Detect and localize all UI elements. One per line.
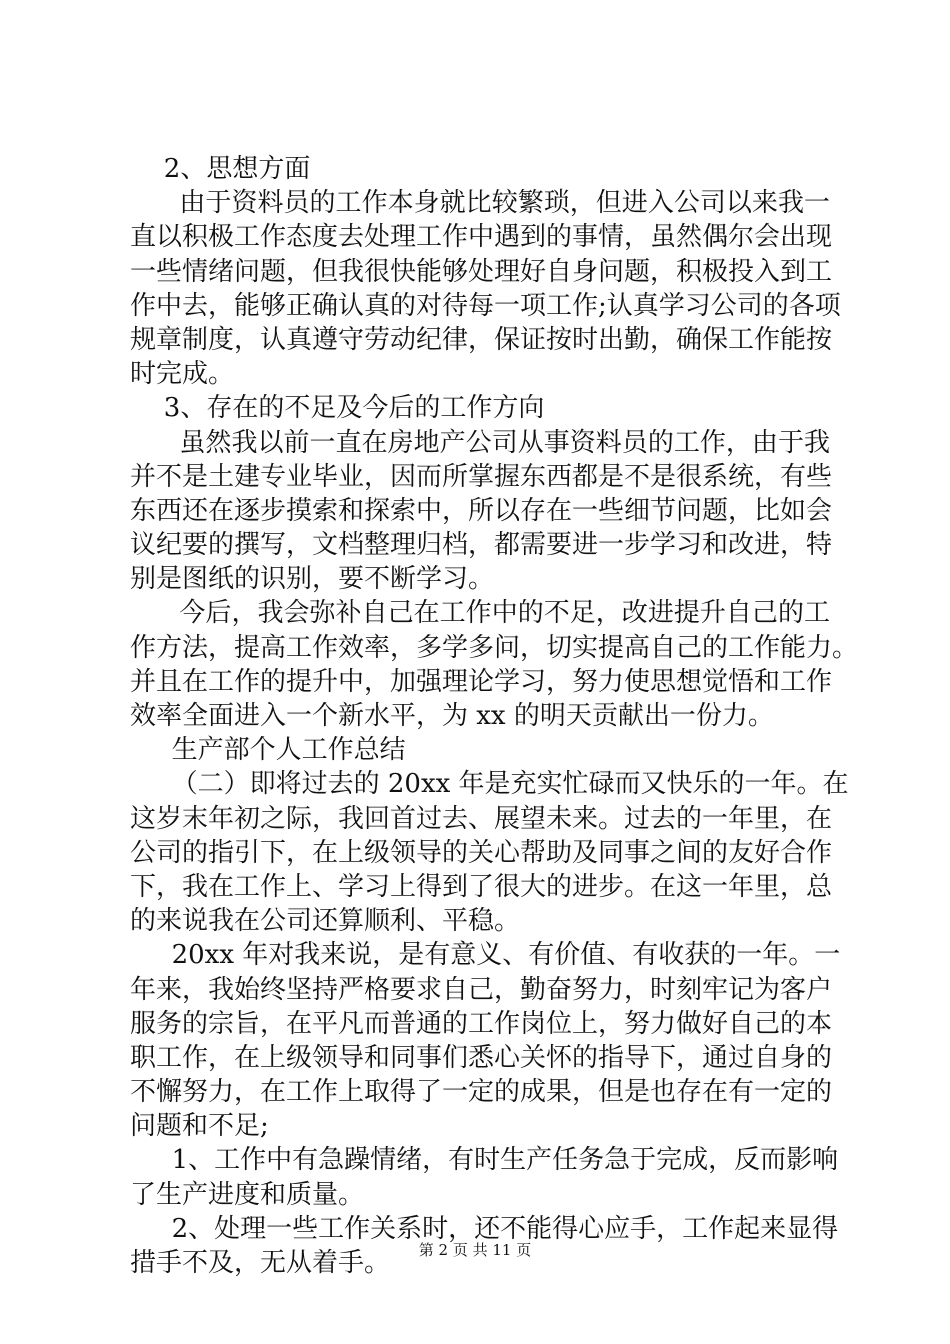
- text-line: 今后，我会弥补自己在工作中的不足，改进提升自己的工: [179, 598, 830, 629]
- text-line: 规章制度，认真遵守劳动纪律，保证按时出勤，确保工作能按: [130, 324, 833, 355]
- text-line: 并不是土建专业毕业，因而所掌握东西都是不是很系统，有些: [130, 461, 833, 492]
- text-line: 一些情绪问题，但我很快能够处理好自身问题，积极投入到工: [130, 256, 833, 287]
- text-line: 措手不及，无从着手。: [130, 1248, 391, 1278]
- text-line: 议纪要的撰写，文档整理归档，都需要进一步学习和改进，特: [130, 530, 833, 561]
- text-line: 虽然我以前一直在房地产公司从事资料员的工作，由于我: [179, 427, 830, 458]
- text-line: 的来说我在公司还算顺利、平稳。: [130, 906, 521, 937]
- text-line: 职工作，在上级领导和同事们悉心关怀的指导下，通过自身的: [130, 1042, 833, 1073]
- text-line: 这岁末年初之际，我回首过去、展望未来。过去的一年里，在: [130, 803, 833, 834]
- text-line: 下，我在工作上、学习上得到了很大的进步。在这一年里，总: [130, 871, 833, 902]
- text-line: 2、思想方面: [163, 154, 311, 184]
- text-line: 不懈努力，在工作上取得了一定的成果，但是也存在有一定的: [130, 1077, 833, 1108]
- text-line: 20xx 年对我来说，是有意义、有价值、有收获的一年。一: [171, 940, 841, 971]
- text-line: 效率全面进入一个新水平，为 xx 的明天贡献出一份力。: [130, 701, 774, 731]
- text-line: 作方法，提高工作效率，多学多问，切实提高自己的工作能力。: [130, 632, 859, 663]
- text-line: 直以积极工作态度去处理工作中遇到的事情，虽然偶尔会出现: [130, 222, 833, 253]
- text-line: 东西还在逐步摸索和探索中，所以存在一些细节问题，比如会: [130, 495, 833, 526]
- page-footer: 第 2 页 共 11 页: [418, 1241, 532, 1259]
- text-line: 问题和不足;: [130, 1111, 269, 1142]
- text-line: 时完成。: [130, 359, 235, 390]
- text-line: 别是图纸的识别，要不断学习。: [130, 564, 495, 595]
- text-line: 了生产进度和质量。: [130, 1179, 365, 1210]
- text-line: 由于资料员的工作本身就比较繁琐，但进入公司以来我一: [179, 188, 830, 219]
- text-line: 2、处理一些工作关系时，还不能得心应手，工作起来显得: [171, 1213, 839, 1244]
- text-line: 生产部个人工作总结: [171, 735, 406, 766]
- text-line: 年来，我始终坚持严格要求自己，勤奋努力，时刻牢记为客户: [130, 974, 833, 1005]
- text-line: 作中去，能够正确认真的对待每一项工作;认真学习公司的各项: [130, 290, 841, 321]
- text-line: 服务的宗旨，在平凡而普通的工作岗位上，努力做好自己的本: [130, 1008, 833, 1039]
- text-line: （二）即将过去的 20xx 年是充实忙碌而又快乐的一年。在: [171, 769, 849, 800]
- document-body: [130, 152, 859, 1280]
- text-line: 公司的指引下，在上级领导的关心帮助及同事之间的友好合作: [130, 837, 833, 868]
- text-line: 1、工作中有急躁情绪，有时生产任务急于完成，反而影响: [171, 1145, 839, 1176]
- text-line: 并且在工作的提升中，加强理论学习，努力使思想觉悟和工作: [130, 666, 833, 697]
- text-line: 3、存在的不足及今后的工作方向: [163, 393, 545, 424]
